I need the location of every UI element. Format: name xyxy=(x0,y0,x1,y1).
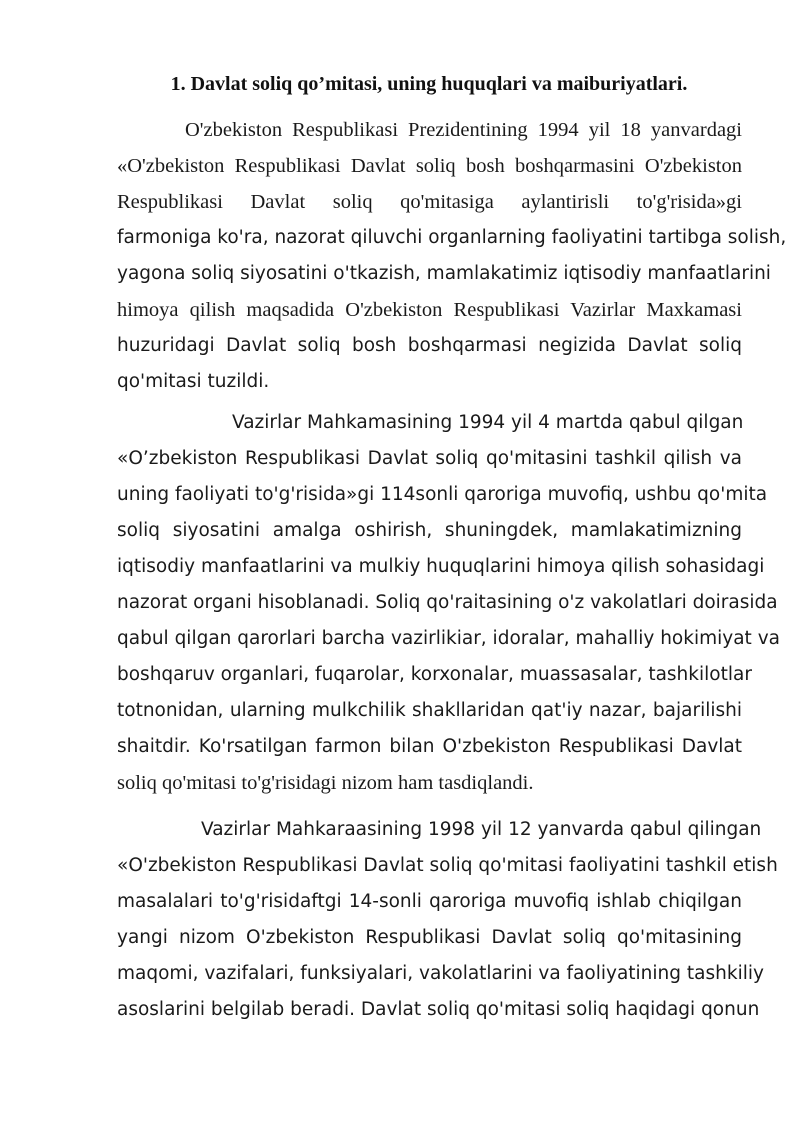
text-line: «O’zbekiston Respublikasi Davlat soliq qo'mitasini tashkil qilish va xyxy=(117,448,742,469)
text-line: iqtisodiy manfaatlarini va mulkiy huquqlarini himoya qilish sohasidagi xyxy=(117,556,765,577)
text-line: huzuridagi Davlat soliq bosh boshqarmasi negizida Davlat soliq xyxy=(117,335,742,356)
text-line: shaitdir. Ko'rsatilgan farmon bilan O'zbekiston Respublikasi Davlat xyxy=(117,736,742,757)
text-line: Vazirlar Mahkamasining 1994 yil 4 martda qabul qilgan xyxy=(232,412,744,433)
text-line: yangi nizom O'zbekiston Respublikasi Davlat soliq qo'mitasining xyxy=(117,927,742,948)
text-line: nazorat organi hisoblanadi. Soliq qo'raitasining o'z vakolatlari doirasida xyxy=(117,592,778,613)
text-line: maqomi, vazifalari, funksiyalari, vakolatlarini va faoliyatining tashkiliy xyxy=(117,963,764,984)
text-line: qo'mitasi tuzildi. xyxy=(117,371,270,392)
text-line: Respublikasi Davlat soliq qo'mitasiga aylantirisli to'g'risida»gi xyxy=(117,191,742,213)
text-line: farmoniga ko'ra, nazorat qiluvchi organlarning faoliyatini tartibga solish, xyxy=(117,227,787,248)
text-line: «O'zbekiston Respublikasi Davlat soliq bosh boshqarmasini O'zbekiston xyxy=(117,155,742,177)
text-line: boshqaruv organlari, fuqarolar, korxonalar, muassasalar, tashkilotlar xyxy=(117,664,752,685)
text-line: masalalari to'g'risidaftgi 14-sonli qaroriga muvofiq ishlab chiqilgan xyxy=(117,891,742,912)
text-line: O'zbekiston Respublikasi Prezidentining 1994 yil 18 yanvardagi xyxy=(185,119,742,141)
text-line: soliq siyosatini amalga oshirish, shuningdek, mamlakatimizning xyxy=(117,520,742,541)
text-line: «O'zbekiston Respublikasi Davlat soliq qo'mitasi faoliyatini tashkil etish xyxy=(117,855,778,876)
text-line: totnonidan, ularning mulkchilik shakllaridan qat'iy nazar, bajarilishi xyxy=(117,700,742,721)
section-title: 1. Davlat soliq qo’mitasi, uning huquqlari va maiburiyatlari. xyxy=(170,73,688,95)
text-line: uning faoliyati to'g'risida»gi 114sonli qaroriga muvofiq, ushbu qo'mita xyxy=(117,484,768,505)
text-line: soliq qo'mitasi to'g'risidagi nizom ham tasdiqlandi. xyxy=(117,772,534,794)
text-line: himoya qilish maqsadida O'zbekiston Respublikasi Vazirlar Maxkamasi xyxy=(117,299,742,321)
text-line: Vazirlar Mahkaraasining 1998 yil 12 yanvarda qabul qilingan xyxy=(201,819,762,840)
text-line: qabul qilgan qarorlari barcha vazirlikiar, idoralar, mahalliy hokimiyat va xyxy=(117,628,780,649)
text-line: yagona soliq siyosatini o'tkazish, mamlakatimiz iqtisodiy manfaatlarini xyxy=(117,263,771,284)
text-line: asoslarini belgilab beradi. Davlat soliq qo'mitasi soliq haqidagi qonun xyxy=(117,999,760,1020)
